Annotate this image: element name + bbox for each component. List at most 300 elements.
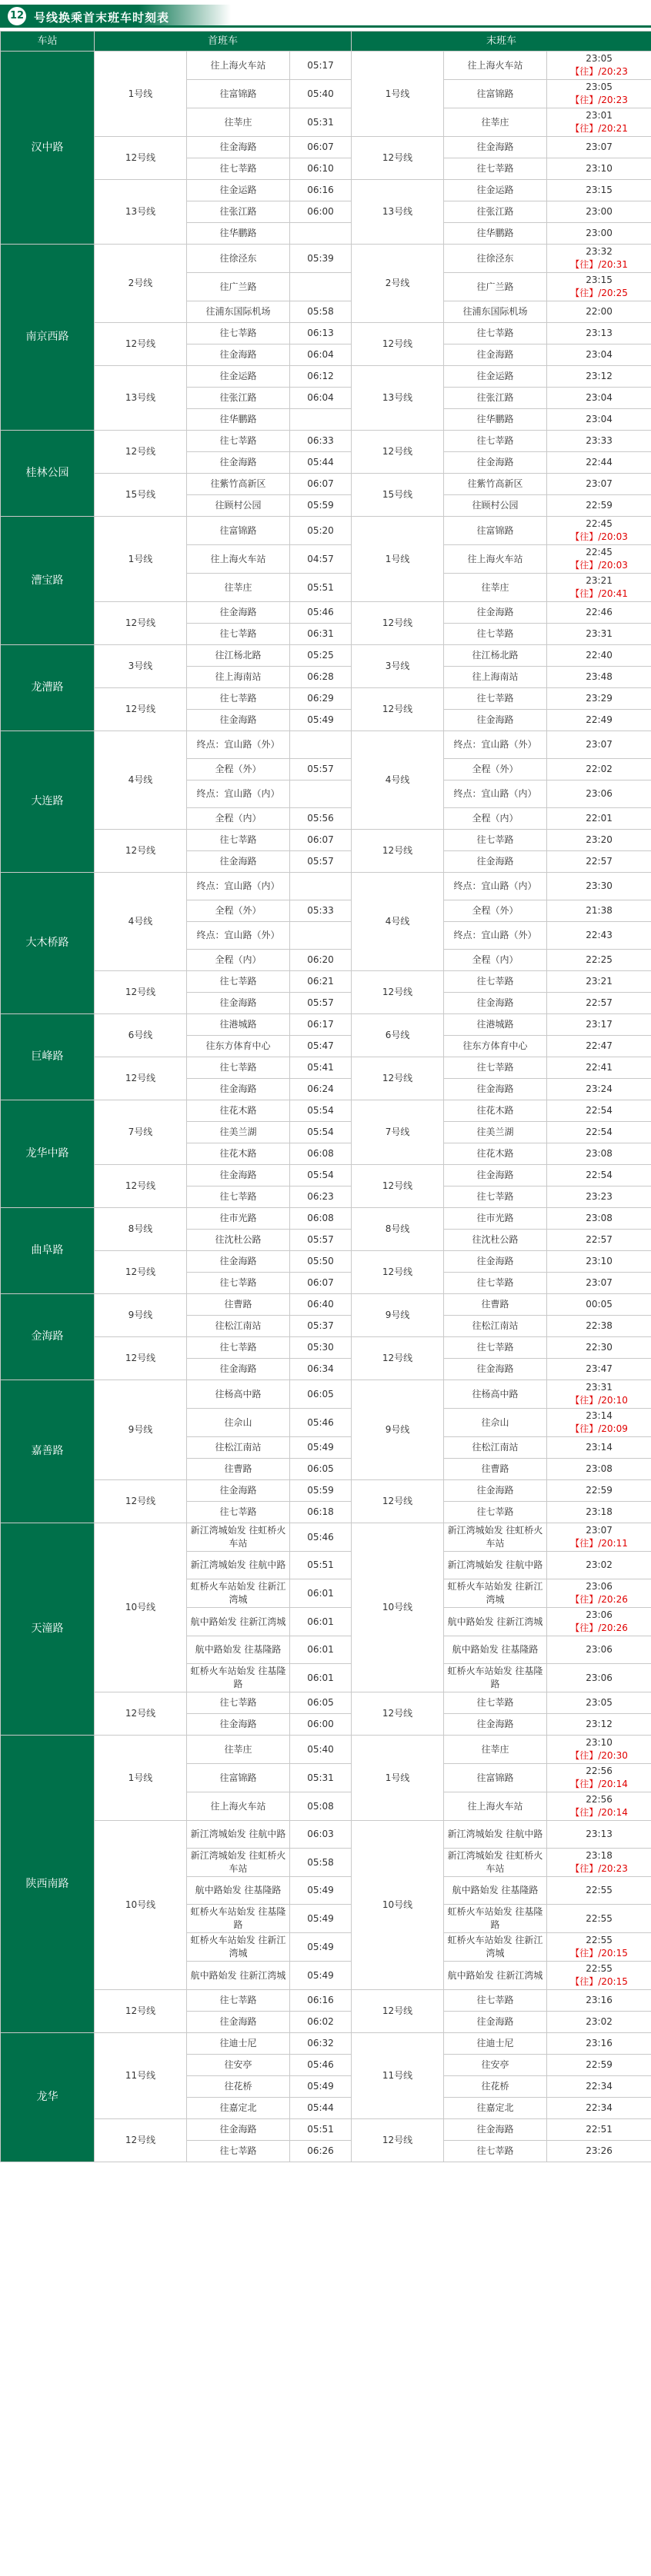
first-train-time: 06:32 xyxy=(290,2033,352,2055)
line-label: 12号线 xyxy=(352,1165,444,1208)
station-name: 南京西路 xyxy=(1,245,95,431)
first-train-direction: 往七莘路 xyxy=(187,1502,290,1523)
first-train-direction: 往浦东国际机场 xyxy=(187,301,290,323)
table-row xyxy=(1,1165,651,1186)
last-train-time xyxy=(547,1579,651,1608)
column-header-last-train: 末班车 xyxy=(352,32,651,52)
last-train-time: 23:23 xyxy=(547,1186,651,1208)
first-train-direction: 往七莘路 xyxy=(187,830,290,851)
first-train-direction: 航中路始发 往基隆路 xyxy=(187,1636,290,1664)
first-train-time: 05:58 xyxy=(290,301,352,323)
last-train-direction: 终点：宜山路（外） xyxy=(444,922,547,950)
first-train-time xyxy=(290,273,352,301)
last-train-time xyxy=(547,517,651,545)
last-train-direction: 往七莘路 xyxy=(444,1057,547,1079)
first-train-direction: 往七莘路 xyxy=(187,2141,290,2162)
first-train-direction: 往港城路 xyxy=(187,1014,290,1036)
first-train-direction: 往金海路 xyxy=(187,452,290,474)
last-train-time: 22:40 xyxy=(547,645,651,667)
last-train-time: 23:26 xyxy=(547,2141,651,2162)
last-train-direction: 往顾村公园 xyxy=(444,495,547,517)
first-train-direction: 往七莘路 xyxy=(187,1186,290,1208)
last-train-direction: 虹桥火车站始发 往新江湾城 xyxy=(444,1579,547,1608)
table-row xyxy=(1,1523,651,1552)
last-train-direction: 往安亭 xyxy=(444,2055,547,2076)
first-train-time: 06:00 xyxy=(290,1714,352,1736)
first-train-time: 06:01 xyxy=(290,1608,352,1636)
first-train-time: 05:47 xyxy=(290,1036,352,1057)
last-train-time: 23:13 xyxy=(547,323,651,344)
last-train-time: 23:12 xyxy=(547,366,651,388)
last-train-note: 【往】/20:14 xyxy=(570,1807,628,1818)
first-train-direction: 往金运路 xyxy=(187,180,290,201)
last-train-direction: 新江湾城始发 往航中路 xyxy=(444,1552,547,1579)
first-train-direction: 往佘山 xyxy=(187,1409,290,1437)
table-row xyxy=(1,1294,651,1316)
last-train-time: 23:04 xyxy=(547,344,651,366)
first-train-time: 06:07 xyxy=(290,474,352,495)
last-train-note: 【往】/20:10 xyxy=(570,1395,628,1406)
line-label: 6号线 xyxy=(95,1014,187,1057)
last-train-time-value: 22:55 xyxy=(586,1963,613,1974)
line-label: 10号线 xyxy=(352,1523,444,1692)
first-train-time: 06:01 xyxy=(290,1579,352,1608)
last-train-direction: 往七莘路 xyxy=(444,158,547,180)
last-train-direction: 往莘庄 xyxy=(444,574,547,602)
table-row xyxy=(1,645,651,667)
last-train-time: 23:30 xyxy=(547,873,651,900)
last-train-direction: 新江湾城始发 往航中路 xyxy=(444,1821,547,1849)
line-label: 12号线 xyxy=(95,1692,187,1736)
table-row xyxy=(1,971,651,993)
first-train-direction: 往安亭 xyxy=(187,2055,290,2076)
last-train-time: 23:00 xyxy=(547,201,651,223)
last-train-direction: 往金海路 xyxy=(444,2012,547,2033)
station-name: 龙漕路 xyxy=(1,645,95,731)
first-train-direction: 全程（内） xyxy=(187,950,290,971)
table-row xyxy=(1,1736,651,1764)
last-train-note: 【往】/20:15 xyxy=(570,1948,628,1959)
table-row xyxy=(1,137,651,158)
last-train-direction: 往徐泾东 xyxy=(444,245,547,273)
last-train-time: 23:00 xyxy=(547,223,651,245)
line-label: 12号线 xyxy=(352,602,444,645)
last-train-time: 23:13 xyxy=(547,1821,651,1849)
first-train-time: 05:08 xyxy=(290,1792,352,1821)
first-train-direction: 往江杨北路 xyxy=(187,645,290,667)
first-train-time: 05:46 xyxy=(290,1523,352,1552)
last-train-time xyxy=(547,1409,651,1437)
first-train-direction: 往华鹏路 xyxy=(187,223,290,245)
last-train-time xyxy=(547,1608,651,1636)
last-train-direction: 航中路始发 往新江湾城 xyxy=(444,1608,547,1636)
first-train-direction: 往富锦路 xyxy=(187,1764,290,1792)
first-train-time: 05:31 xyxy=(290,108,352,137)
line-label: 1号线 xyxy=(95,517,187,602)
first-train-time: 06:18 xyxy=(290,1502,352,1523)
last-train-time: 22:54 xyxy=(547,1122,651,1143)
line-label: 12号线 xyxy=(352,2119,444,2162)
last-train-time: 22:34 xyxy=(547,2076,651,2098)
first-train-direction: 往金海路 xyxy=(187,344,290,366)
first-train-time: 05:51 xyxy=(290,1552,352,1579)
last-train-time-value: 23:05 xyxy=(586,53,613,64)
last-train-note: 【往】/20:31 xyxy=(570,259,628,270)
line-label: 8号线 xyxy=(95,1208,187,1251)
last-train-time-value: 23:15 xyxy=(586,275,613,285)
table-row xyxy=(1,52,651,80)
last-train-time: 23:47 xyxy=(547,1359,651,1380)
first-train-time: 05:40 xyxy=(290,1736,352,1764)
last-train-time-value: 23:18 xyxy=(586,1850,613,1861)
last-train-time-value: 23:31 xyxy=(586,1382,613,1393)
last-train-direction: 往花木路 xyxy=(444,1100,547,1122)
first-train-time: 05:30 xyxy=(290,1337,352,1359)
last-train-time xyxy=(547,1933,651,1962)
first-train-direction: 往杨高中路 xyxy=(187,1380,290,1409)
first-train-time: 05:51 xyxy=(290,2119,352,2141)
last-train-direction: 往七莘路 xyxy=(444,1186,547,1208)
table-row xyxy=(1,1990,651,2012)
last-train-time xyxy=(547,1792,651,1821)
first-train-direction: 往七莘路 xyxy=(187,1692,290,1714)
line-label: 11号线 xyxy=(352,2033,444,2119)
last-train-direction: 往张江路 xyxy=(444,388,547,409)
table-row xyxy=(1,431,651,452)
first-train-time: 06:17 xyxy=(290,1014,352,1036)
first-train-direction: 往金海路 xyxy=(187,1165,290,1186)
first-train-time: 05:25 xyxy=(290,645,352,667)
first-train-direction: 往金海路 xyxy=(187,1714,290,1736)
first-train-direction: 终点：宜山路（外） xyxy=(187,922,290,950)
last-train-direction: 往美兰湖 xyxy=(444,1122,547,1143)
last-train-time: 22:25 xyxy=(547,950,651,971)
line-label: 12号线 xyxy=(95,137,187,180)
table-row xyxy=(1,2033,651,2055)
first-train-direction: 往莘庄 xyxy=(187,108,290,137)
table-row xyxy=(1,1014,651,1036)
table-row xyxy=(1,873,651,900)
first-train-time: 05:49 xyxy=(290,710,352,731)
first-train-direction: 往上海火车站 xyxy=(187,545,290,574)
last-train-direction: 往东方体育中心 xyxy=(444,1036,547,1057)
first-train-direction: 往金海路 xyxy=(187,851,290,873)
first-train-direction: 终点：宜山路（内） xyxy=(187,780,290,808)
first-train-time: 05:20 xyxy=(290,517,352,545)
table-row xyxy=(1,731,651,759)
line-label: 4号线 xyxy=(95,731,187,830)
line-label: 2号线 xyxy=(95,245,187,323)
first-train-direction: 往金海路 xyxy=(187,2119,290,2141)
first-train-time: 05:57 xyxy=(290,851,352,873)
last-train-time-value: 23:14 xyxy=(586,1410,613,1421)
last-train-time: 22:02 xyxy=(547,759,651,780)
first-train-time: 05:54 xyxy=(290,1165,352,1186)
first-train-time: 05:57 xyxy=(290,1230,352,1251)
first-train-time: 06:05 xyxy=(290,1692,352,1714)
last-train-time: 23:15 xyxy=(547,180,651,201)
first-train-direction: 往金海路 xyxy=(187,602,290,624)
last-train-direction: 往松江南站 xyxy=(444,1437,547,1459)
last-train-time-value: 23:05 xyxy=(586,82,613,92)
last-train-time: 23:20 xyxy=(547,830,651,851)
first-train-time: 06:10 xyxy=(290,158,352,180)
first-train-time: 05:49 xyxy=(290,1437,352,1459)
first-train-direction: 往迪士尼 xyxy=(187,2033,290,2055)
table-row xyxy=(1,1692,651,1714)
first-train-direction: 往松江南站 xyxy=(187,1316,290,1337)
last-train-direction: 往七莘路 xyxy=(444,323,547,344)
last-train-direction: 往七莘路 xyxy=(444,2141,547,2162)
last-train-time: 23:08 xyxy=(547,1143,651,1165)
first-train-time: 05:50 xyxy=(290,1251,352,1273)
last-train-direction: 往七莘路 xyxy=(444,431,547,452)
first-train-time: 06:20 xyxy=(290,950,352,971)
first-train-time: 05:58 xyxy=(290,1849,352,1877)
station-name: 大木桥路 xyxy=(1,873,95,1014)
line-label: 3号线 xyxy=(95,645,187,688)
first-train-direction: 终点：宜山路（外） xyxy=(187,731,290,759)
line-label: 11号线 xyxy=(95,2033,187,2119)
table-row xyxy=(1,1380,651,1409)
first-train-time: 06:16 xyxy=(290,180,352,201)
first-train-time: 05:49 xyxy=(290,2076,352,2098)
first-train-time xyxy=(290,223,352,245)
line-label: 15号线 xyxy=(95,474,187,517)
first-train-direction: 往莘庄 xyxy=(187,574,290,602)
last-train-note: 【往】/20:03 xyxy=(570,560,628,571)
last-train-direction: 往七莘路 xyxy=(444,1692,547,1714)
last-train-time: 22:54 xyxy=(547,1100,651,1122)
last-train-time: 22:34 xyxy=(547,2098,651,2119)
last-train-time: 21:38 xyxy=(547,900,651,922)
table-row xyxy=(1,602,651,624)
first-train-time: 06:00 xyxy=(290,201,352,223)
last-train-time: 23:21 xyxy=(547,971,651,993)
first-train-time xyxy=(290,731,352,759)
first-train-time: 06:02 xyxy=(290,2012,352,2033)
last-train-time: 22:47 xyxy=(547,1036,651,1057)
first-train-direction: 往上海火车站 xyxy=(187,52,290,80)
last-train-direction: 往紫竹高新区 xyxy=(444,474,547,495)
first-train-direction: 往花桥 xyxy=(187,2076,290,2098)
first-train-direction: 全程（内） xyxy=(187,808,290,830)
first-train-time: 06:31 xyxy=(290,624,352,645)
last-train-direction: 全程（内） xyxy=(444,950,547,971)
table-row xyxy=(1,366,651,388)
last-train-time: 23:48 xyxy=(547,667,651,688)
line-label: 12号线 xyxy=(95,323,187,366)
last-train-time: 23:24 xyxy=(547,1079,651,1100)
first-train-direction: 往莘庄 xyxy=(187,1736,290,1764)
first-train-time: 06:33 xyxy=(290,431,352,452)
line-label: 12号线 xyxy=(352,431,444,474)
last-train-direction: 往华鹏路 xyxy=(444,223,547,245)
line-label: 10号线 xyxy=(352,1821,444,1990)
last-train-direction: 新江湾城始发 往虹桥火车站 xyxy=(444,1849,547,1877)
line-label: 12号线 xyxy=(352,323,444,366)
first-train-time: 05:54 xyxy=(290,1122,352,1143)
last-train-direction: 往上海南站 xyxy=(444,667,547,688)
first-train-direction: 往美兰湖 xyxy=(187,1122,290,1143)
first-train-time: 06:29 xyxy=(290,688,352,710)
last-train-direction: 往莘庄 xyxy=(444,108,547,137)
first-train-direction: 终点：宜山路（内） xyxy=(187,873,290,900)
first-train-time: 06:07 xyxy=(290,1273,352,1294)
line-label: 7号线 xyxy=(95,1100,187,1165)
first-train-direction: 航中路始发 往新江湾城 xyxy=(187,1608,290,1636)
first-train-direction: 往市光路 xyxy=(187,1208,290,1230)
first-train-time: 05:37 xyxy=(290,1316,352,1337)
first-train-direction: 往张江路 xyxy=(187,388,290,409)
first-train-time: 06:04 xyxy=(290,344,352,366)
last-train-direction: 往金海路 xyxy=(444,1480,547,1502)
column-header-first-train: 首班车 xyxy=(95,32,352,52)
table-row xyxy=(1,517,651,545)
first-train-direction: 往广兰路 xyxy=(187,273,290,301)
first-train-time: 05:57 xyxy=(290,993,352,1014)
last-train-time: 23:07 xyxy=(547,137,651,158)
line-label: 12号线 xyxy=(352,1251,444,1294)
last-train-note: 【往】/20:30 xyxy=(570,1750,628,1761)
last-train-direction: 航中路始发 往基隆路 xyxy=(444,1877,547,1905)
last-train-time-value: 22:56 xyxy=(586,1766,613,1776)
last-train-direction: 往上海火车站 xyxy=(444,52,547,80)
first-train-time: 06:04 xyxy=(290,388,352,409)
last-train-time-value: 22:45 xyxy=(586,547,613,557)
last-train-note: 【往】/20:26 xyxy=(570,1622,628,1633)
first-train-time: 05:39 xyxy=(290,245,352,273)
line-label: 15号线 xyxy=(352,474,444,517)
last-train-note: 【往】/20:23 xyxy=(570,1863,628,1874)
line-label: 2号线 xyxy=(352,245,444,323)
transfer-timetable xyxy=(0,31,651,2162)
last-train-time-value: 23:07 xyxy=(586,1525,613,1536)
first-train-direction: 往沈杜公路 xyxy=(187,1230,290,1251)
last-train-direction: 全程（内） xyxy=(444,808,547,830)
last-train-time-value: 22:45 xyxy=(586,518,613,529)
last-train-direction: 往佘山 xyxy=(444,1409,547,1437)
first-train-direction: 往金海路 xyxy=(187,993,290,1014)
line-label: 9号线 xyxy=(352,1294,444,1337)
line-label: 12号线 xyxy=(95,688,187,731)
first-train-direction: 新江湾城始发 往虹桥火车站 xyxy=(187,1523,290,1552)
last-train-direction: 往七莘路 xyxy=(444,1990,547,2012)
page-title: 号线换乘首末班车时刻表 xyxy=(34,11,170,25)
table-row xyxy=(1,323,651,344)
last-train-time: 22:38 xyxy=(547,1316,651,1337)
last-train-direction: 往广兰路 xyxy=(444,273,547,301)
last-train-direction: 全程（外） xyxy=(444,759,547,780)
last-train-direction: 终点：宜山路（外） xyxy=(444,731,547,759)
last-train-time xyxy=(547,245,651,273)
first-train-direction: 往花木路 xyxy=(187,1143,290,1165)
first-train-time: 06:23 xyxy=(290,1186,352,1208)
last-train-time: 23:17 xyxy=(547,1014,651,1036)
first-train-direction: 往金海路 xyxy=(187,710,290,731)
first-train-direction: 往七莘路 xyxy=(187,1273,290,1294)
last-train-direction: 往金运路 xyxy=(444,180,547,201)
last-train-time xyxy=(547,545,651,574)
last-train-direction: 往金海路 xyxy=(444,452,547,474)
table-row xyxy=(1,1057,651,1079)
first-train-time: 05:57 xyxy=(290,759,352,780)
first-train-direction: 往紫竹高新区 xyxy=(187,474,290,495)
first-train-time: 06:07 xyxy=(290,137,352,158)
last-train-direction: 往金运路 xyxy=(444,366,547,388)
last-train-time-value: 23:32 xyxy=(586,246,613,257)
line-label: 12号线 xyxy=(95,602,187,645)
line-label: 1号线 xyxy=(352,52,444,137)
first-train-direction: 虹桥火车站始发 往基隆路 xyxy=(187,1664,290,1692)
first-train-direction: 往金海路 xyxy=(187,1079,290,1100)
last-train-direction: 往金海路 xyxy=(444,1714,547,1736)
first-train-time: 06:28 xyxy=(290,667,352,688)
last-train-direction: 往七莘路 xyxy=(444,1337,547,1359)
last-train-time xyxy=(547,1962,651,1990)
first-train-direction: 新江湾城始发 往航中路 xyxy=(187,1552,290,1579)
first-train-direction: 全程（外） xyxy=(187,759,290,780)
last-train-note: 【往】/20:26 xyxy=(570,1594,628,1605)
last-train-time: 23:16 xyxy=(547,1990,651,2012)
table-row xyxy=(1,1100,651,1122)
station-name: 曲阜路 xyxy=(1,1208,95,1294)
first-train-time: 05:41 xyxy=(290,1057,352,1079)
line-label: 12号线 xyxy=(95,971,187,1014)
first-train-direction: 往曹路 xyxy=(187,1294,290,1316)
last-train-time xyxy=(547,1849,651,1877)
last-train-time: 23:10 xyxy=(547,1251,651,1273)
last-train-direction: 往港城路 xyxy=(444,1014,547,1036)
table-row xyxy=(1,180,651,201)
first-train-direction: 往金海路 xyxy=(187,137,290,158)
first-train-direction: 往富锦路 xyxy=(187,517,290,545)
first-train-direction: 往松江南站 xyxy=(187,1437,290,1459)
first-train-time: 06:07 xyxy=(290,830,352,851)
last-train-time: 22:55 xyxy=(547,1877,651,1905)
last-train-direction: 往华鹏路 xyxy=(444,409,547,431)
last-train-direction: 往曹路 xyxy=(444,1294,547,1316)
first-train-direction: 往金海路 xyxy=(187,1359,290,1380)
line-label: 12号线 xyxy=(95,431,187,474)
last-train-time: 23:29 xyxy=(547,688,651,710)
station-name: 大连路 xyxy=(1,731,95,873)
last-train-direction: 往七莘路 xyxy=(444,1502,547,1523)
station-name: 嘉善路 xyxy=(1,1380,95,1523)
last-train-time xyxy=(547,273,651,301)
first-train-direction: 往七莘路 xyxy=(187,1337,290,1359)
first-train-time: 05:56 xyxy=(290,808,352,830)
first-train-direction: 往嘉定北 xyxy=(187,2098,290,2119)
first-train-time: 06:21 xyxy=(290,971,352,993)
last-train-time xyxy=(547,80,651,108)
last-train-time: 22:00 xyxy=(547,301,651,323)
first-train-direction: 往七莘路 xyxy=(187,431,290,452)
last-train-time: 22:59 xyxy=(547,495,651,517)
station-name: 漕宝路 xyxy=(1,517,95,645)
last-train-note: 【往】/20:03 xyxy=(570,531,628,542)
last-train-time: 23:16 xyxy=(547,2033,651,2055)
first-train-time: 06:40 xyxy=(290,1294,352,1316)
first-train-time: 06:16 xyxy=(290,1990,352,2012)
line-label: 10号线 xyxy=(95,1821,187,1990)
table-row xyxy=(1,830,651,851)
line-label: 13号线 xyxy=(352,180,444,245)
line-label: 12号线 xyxy=(352,830,444,873)
last-train-time: 23:04 xyxy=(547,388,651,409)
line-label: 12号线 xyxy=(95,1480,187,1523)
first-train-direction: 往金海路 xyxy=(187,2012,290,2033)
